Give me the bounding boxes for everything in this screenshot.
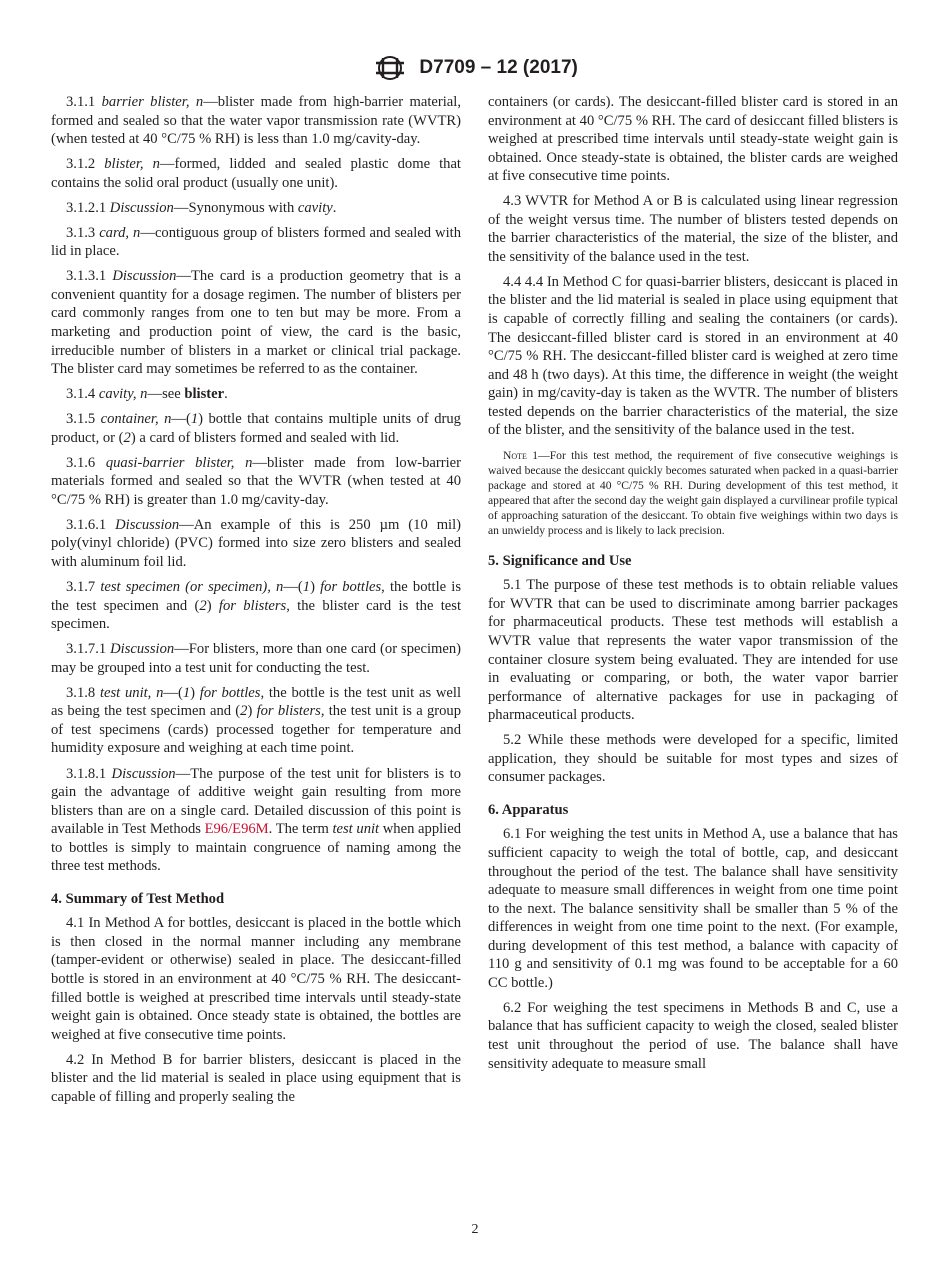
paragraph (51, 640, 461, 677)
paragraph (488, 999, 898, 1073)
paragraph (51, 199, 461, 218)
text-run: ) a card of blisters formed and sealed with lid. (130, 429, 400, 446)
text-run: —Synonymous with (173, 199, 298, 216)
text-run: 2 (123, 429, 131, 446)
text-run: —The purpose of the test unit for blisters is to gain the advantage of additive weight gain resulting from more blisters than are on a single card. Detailed discussion of this point is available in Test Methods (51, 765, 461, 838)
text-run: —The card is a production geometry that is a convenient quantity for a dosage regimen. The number of blisters per card commonly ranges from one to ten but may be more. From a marketing and production point of view, the card is the basic, irreducible number of blisters in a market or clinical trial package. The blister card may sometimes be referred to as the container. (51, 268, 461, 378)
text-run: for bottles (199, 684, 261, 701)
text-run: 4.4 4.4 In Method C for quasi-barrier blisters, desiccant is placed in the blister and the lid material is sealed in place using equipment that is capable of correctly filling and sealing the containers (or cards). The desiccant-filled blister card is stored in an environment at 40 °C/75 % RH. The desiccant-filled blister card is weighed at zero time and 48 h (two days). At this time, the difference in weight (the weight gain) in mg/cavity-day is taken as the WVTR. The number of blisters tested depends on the barrier characteristics of the material, the size of the blister, and the sensitivity of the balance used in the test. (488, 273, 898, 439)
text-run: 3.1.6.1 (66, 516, 116, 533)
text-run: , the test unit is a group of test specimens (cards) processed together for temperature and humidity exposure and weighing at each time point. (51, 703, 461, 757)
text-run: 1 (302, 579, 311, 596)
text-run: test specimen (or specimen), n (100, 579, 284, 596)
text-run: barrier blister, n (101, 94, 204, 110)
text-run: ) (190, 684, 200, 701)
text-run: 2 (240, 703, 248, 720)
text-run: 3.1.8.1 (66, 765, 112, 782)
text-run: 5.1 The purpose of these test methods is to obtain reliable values for WVTR that can be used to discriminate among barrier packages for pharmaceutical products. These test methods will establish a WVTR value that represents the water vapor transmission of the container closure system being evaluated. They are intended for use in evaluating or comparing, or both, the water vapor barrier performance of alternative packages for use in packaging of pharmaceutical products. (488, 577, 898, 724)
text-run: —( (163, 684, 183, 701)
text-run: Discussion (110, 641, 175, 658)
paragraph (51, 578, 461, 634)
text-run: 3.1.7 (66, 579, 101, 596)
paragraph (51, 93, 461, 149)
paragraph (51, 1051, 461, 1107)
section-heading (51, 890, 461, 909)
text-run: . The term (268, 821, 333, 838)
paragraph (51, 765, 461, 876)
paragraph (51, 684, 461, 758)
text-run: blister, n (104, 156, 160, 173)
text-run: quasi-barrier blister, n (105, 454, 253, 471)
text-run: —contiguous group of blisters formed and sealed with lid in place. (51, 224, 461, 260)
document-title: D7709 – 12 (2017) (419, 57, 578, 79)
text-run: —An example of this is 250 µm (10 mil) poly(vinyl chloride) (PVC) formed into size zero blisters and sealed with aluminum foil lid. (51, 516, 462, 571)
text-run: ) (206, 597, 219, 614)
section-heading (488, 552, 898, 571)
section-heading (488, 801, 898, 820)
paragraph (51, 454, 461, 510)
text-run: ) (247, 703, 257, 720)
text-run: test unit (332, 821, 380, 838)
paragraph (488, 576, 898, 724)
text-run: ) (310, 579, 321, 596)
text-run: for bottles (320, 579, 382, 596)
text-run: 5.2 While these methods were developed for a specific, limited application, they should be suitable for most types and sizes of consumer packages. (488, 732, 898, 786)
left-column (51, 93, 461, 1113)
text-run: —( (283, 579, 303, 596)
text-run: 3.1.6 (66, 454, 106, 471)
text-run: 3.1.8 (66, 684, 100, 701)
text-run: Discussion (111, 765, 176, 782)
text-run: , the blister card is the test specimen. (51, 597, 462, 633)
paragraph (488, 192, 898, 266)
paragraph (51, 267, 461, 378)
text-run: —see (147, 386, 185, 403)
text-run: —blister made from high-barrier material, formed and sealed so that the water vapor transmission rate (WVTR) (when tested at 40 °C/75 % RH) is less than 1.0 mg/cavity-day. (51, 94, 461, 148)
text-run: Discussion (112, 268, 177, 285)
paragraph (51, 224, 461, 261)
text-run: Discussion (109, 199, 174, 216)
paragraph (51, 516, 461, 572)
paragraph (51, 410, 461, 447)
text-run: , the bottle is the test specimen and ( (51, 579, 461, 614)
text-run: 4. Summary of Test Method (51, 890, 225, 907)
text-run: 3.1.7.1 (66, 641, 111, 658)
astm-logo-icon (372, 55, 408, 81)
text-run: container, n (100, 411, 172, 428)
text-run: cavity (297, 199, 333, 216)
paragraph (488, 273, 898, 440)
text-run: containers (or cards). The desiccant-filled blister card is stored in an environment at 40 °C/75 % RH. The card of desiccant filled blisters is weighed at prescribed time intervals until steady-state weight gain is obtained. Once steady-state is obtained, the blister cards are weighed at five consecutive time points. (488, 94, 898, 185)
text-run: 3.1.4 (66, 386, 99, 403)
text-run: test unit, n (99, 684, 164, 701)
text-run: 6.1 For weighing the test units in Method A, use a balance that has sufficient capacity to weigh the total of bottle, cap, and desiccant throughout the period of the test. The balance shall have sensitivity adequate to measure small differences in weight from one time point to the next. The balance sensitivity shall be smaller than 5 % of the differences in weight from one time point to the next. (For example, during development of this test method, a balance with capacity of 110 g and sensitivity of 0.1 mg was found to be acceptable for a 60 CC bottle.) (488, 826, 898, 991)
text-run: 6.2 For weighing the test specimens in Methods B and C, use a balance that has sufficient capacity to weigh the closed, sealed blister test unit throughout the period of use. The balance shall have sensitivity adequate to measure small (488, 999, 898, 1072)
text-run: 4.3 WVTR for Method A or B is calculated using linear regression of the weight versus time. The number of blisters tested depends on the barrier characteristics of the material, the size of the blister, and the sensitivity of the balance used in the test. (488, 193, 898, 265)
text-run: 6. Apparatus (488, 801, 569, 818)
text-run: 4.1 In Method A for bottles, desiccant is placed in the bottle which is then closed in the normal manner including any membrane (tamper-evident or otherwise) sealed in place. The desiccant-filled bottle is stored in an environment at 40 °C/75 % RH. The desiccant-filled bottle is weighed at prescribed time intervals until steady-state weight gain is obtained. Once steady state is obtained, the bottles are weighed at five consecutive time points. (51, 915, 461, 1043)
right-column (488, 93, 898, 1080)
text-run: —formed, lidded and sealed plastic dome that contains the solid oral product (usually one unit). (51, 156, 461, 191)
paragraph (488, 93, 898, 186)
note-paragraph (488, 448, 898, 538)
text-run: —blister made from low-barrier materials formed and sealed so that the WVTR (when tested at 40 °C/75 % RH) is greater than 1.0 mg/cavity-day. (51, 454, 461, 508)
text-run: . (332, 199, 337, 216)
text-run: 5. Significance and Use (488, 552, 632, 569)
text-run: Note (503, 448, 527, 462)
text-run: 3.1.2 (66, 156, 105, 173)
paragraph (488, 825, 898, 992)
page-number: 2 (471, 1222, 479, 1237)
text-run: 2 (199, 597, 207, 614)
paragraph (51, 155, 461, 192)
text-run: 1—For this test method, the requirement of five consecutive weighings is waived because the desiccant quickly becomes saturated when packed in a quasi-barrier package and stored at 40 °C/75 % RH. During development of this test method, it appeared that after the second day the weight gain displayed a curvilinear profile typical of approaching saturation of the desiccant. To obtain five weighings within two days is an unwieldy process and is likely to lack precision. (488, 448, 898, 537)
text-run: when applied to bottles is simply to maintain congruence of naming among the three test methods. (51, 821, 461, 875)
text-run: 1 (190, 411, 199, 428)
text-run: —( (171, 411, 191, 428)
text-run: 3.1.3.1 (66, 268, 113, 285)
text-run: card, n (99, 224, 141, 241)
text-run: 3.1.1 (66, 94, 102, 110)
text-run: 3.1.3 (66, 224, 100, 241)
text-run: —For blisters, more than one card (or specimen) may be grouped into a test unit for conducting the test. (51, 641, 462, 676)
reference-link[interactable]: E96/E96M (204, 821, 269, 838)
paragraph (488, 731, 898, 787)
text-run: 3.1.2.1 (66, 199, 110, 216)
text-run: Discussion (115, 516, 180, 533)
paragraph (51, 385, 461, 404)
text-run: , the bottle is the test unit as well as being the test specimen and ( (51, 684, 462, 720)
text-run: . (224, 386, 228, 403)
text-run: ) bottle that contains multiple units of drug product, or ( (51, 411, 461, 446)
page-header (0, 55, 950, 81)
text-run: 1 (182, 684, 191, 701)
paragraph (51, 914, 461, 1044)
text-run: for blisters (256, 703, 321, 720)
text-run: 4.2 In Method B for barrier blisters, desiccant is placed in the blister and the lid material is sealed in place using equipment that is capable of filling and properly sealing the (51, 1051, 461, 1105)
text-run: 3.1.5 (66, 411, 101, 428)
text-run: for blisters (218, 597, 287, 614)
text-run: cavity, n (98, 386, 148, 403)
text-run: blister (184, 386, 225, 403)
